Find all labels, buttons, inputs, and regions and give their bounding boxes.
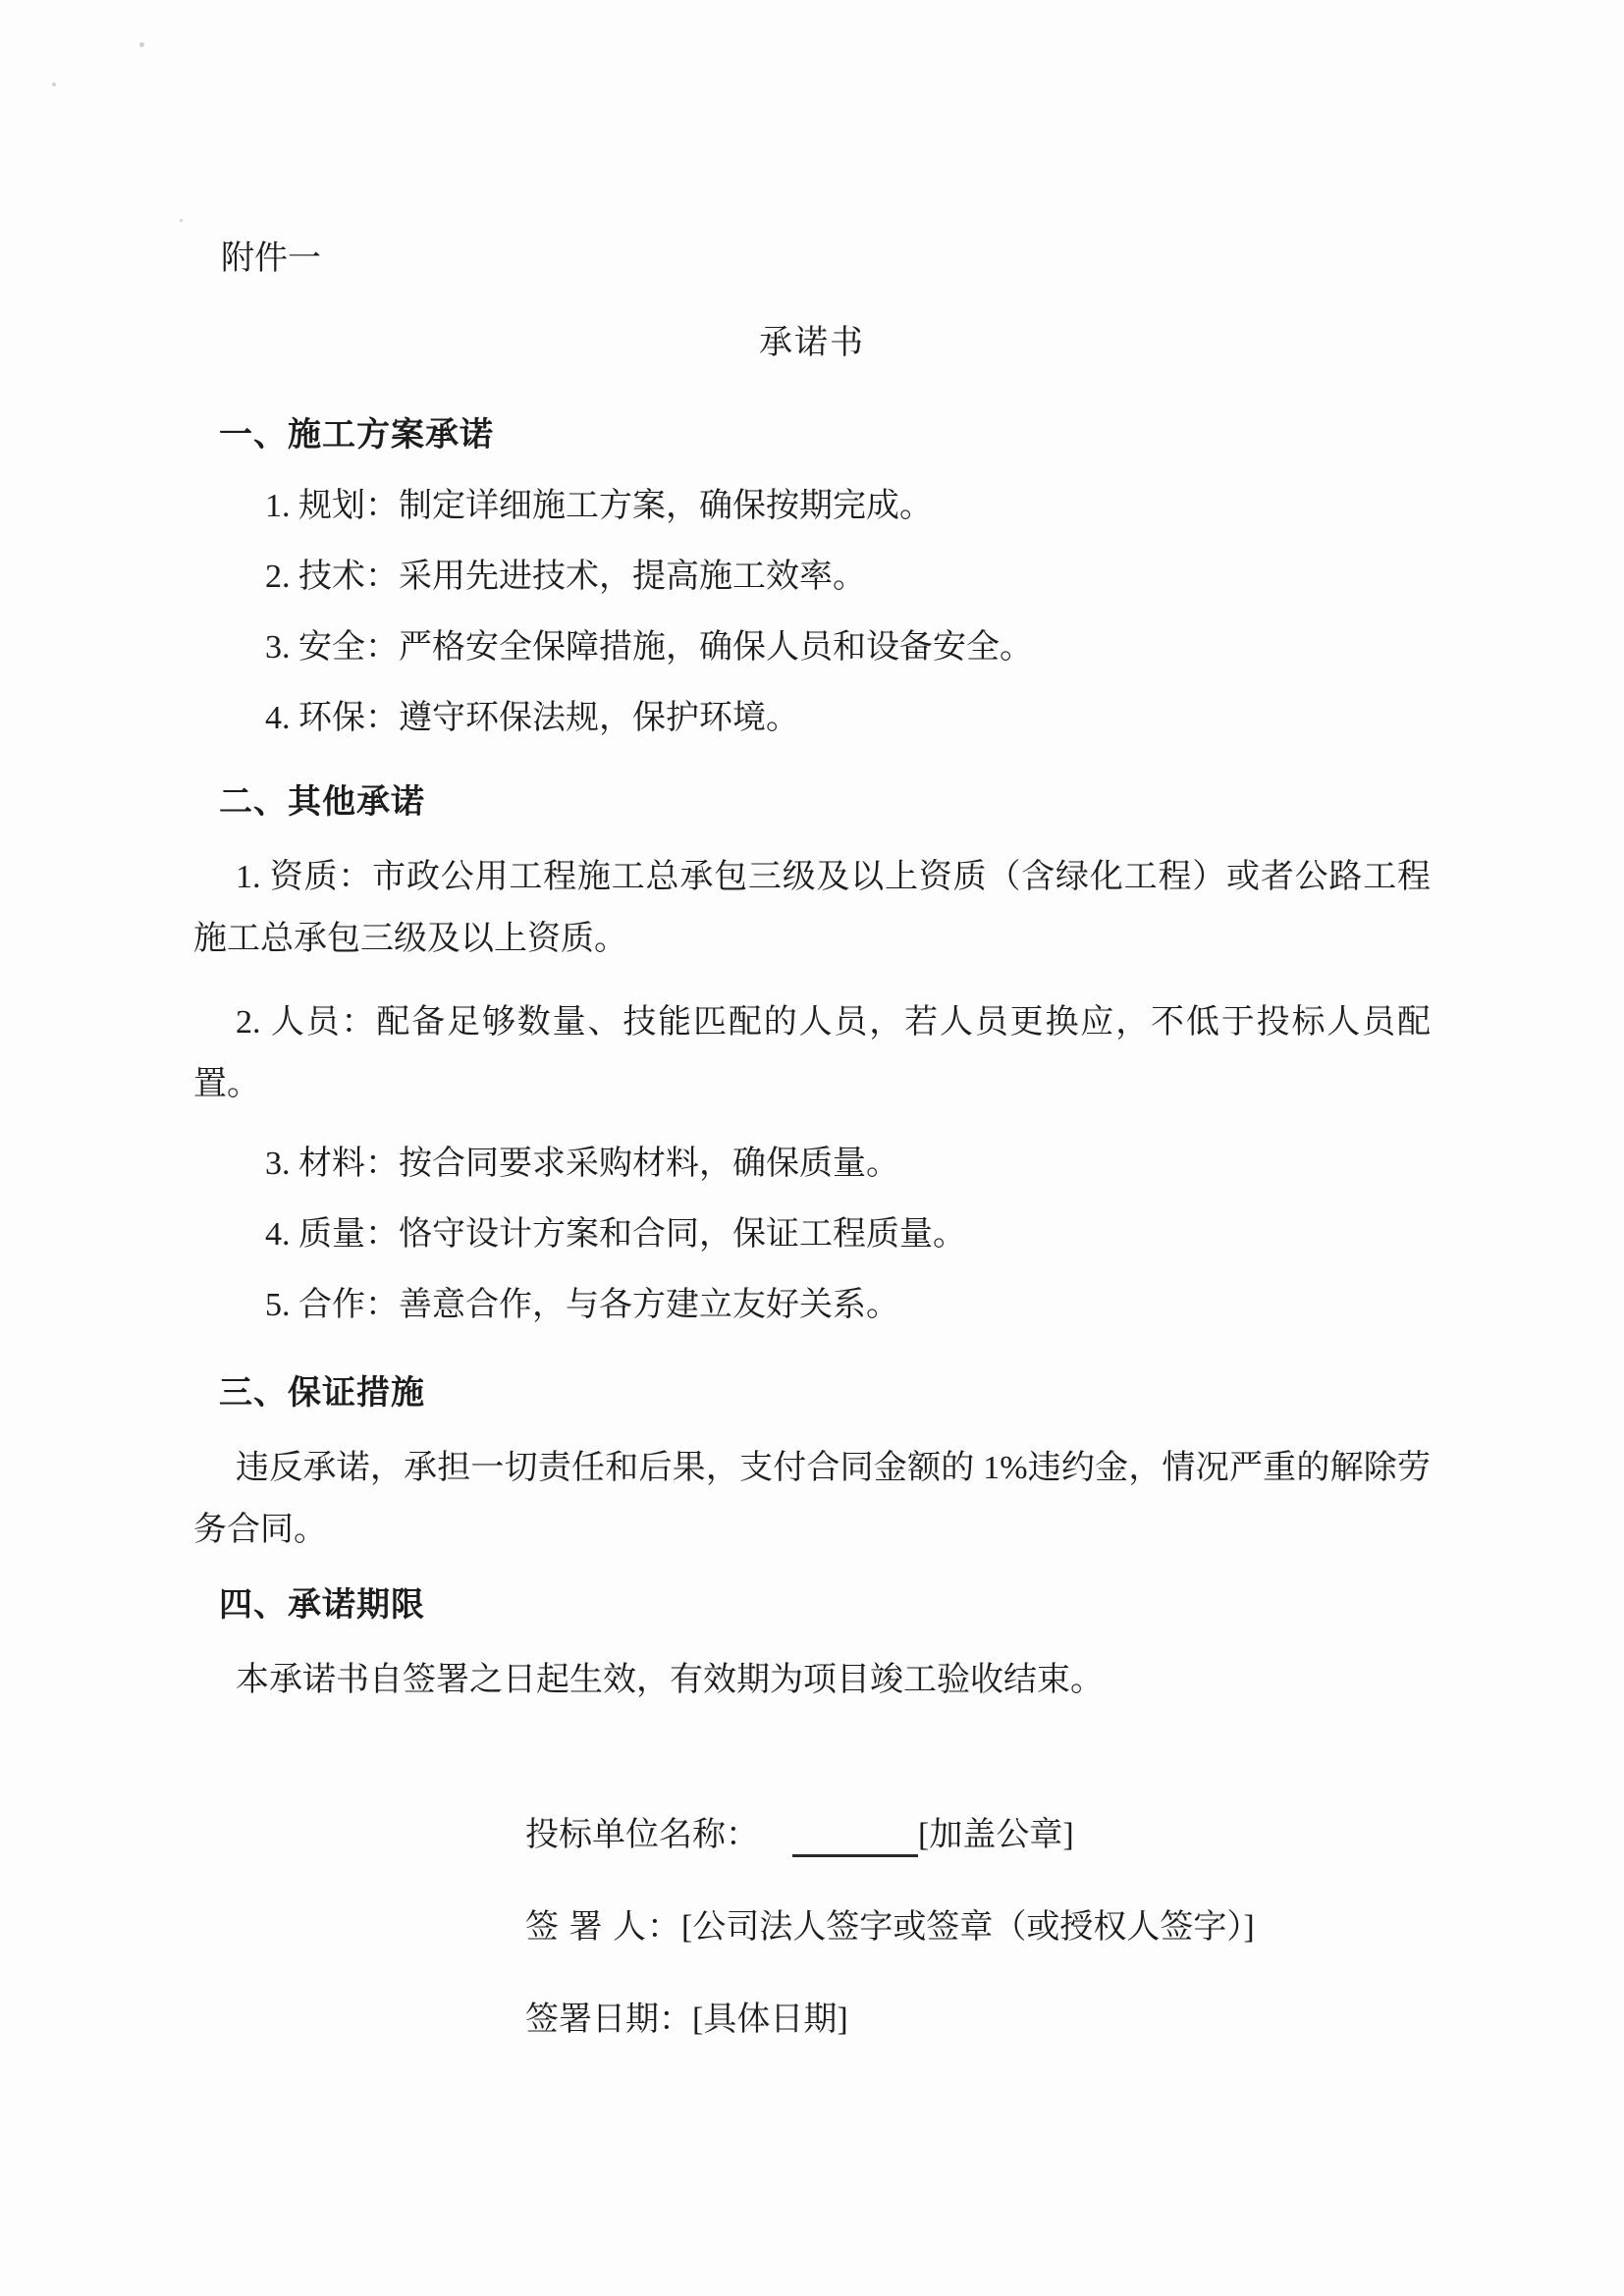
signer-placeholder: [公司法人签字或签章（或授权人签字）] [681,1909,1255,1946]
signer-label: 签 署 人： [525,1909,681,1946]
signature-blank-line [792,1819,918,1857]
list-item-cooperation: 5. 合作：善意合作，与各方建立友好关系。 [265,1287,899,1323]
scan-speck [52,82,56,86]
list-item-materials: 3. 材料：按合同要求采购材料，确保质量。 [265,1146,899,1182]
scan-speck [139,42,144,47]
signature-block [525,1814,1431,2042]
document-title: 承诺书 [759,325,865,361]
signature-org-line [525,1814,1431,1857]
attachment-label: 附件一 [221,240,321,277]
section-heading-commitment-period: 四、承诺期限 [219,1587,425,1624]
list-item-qualification: 1. 资质：市政公用工程施工总承包三级及以上资质（含绿化工程）或者公路工程施工总承包三级及以上资质。 [193,859,1431,957]
list-item-personnel: 2. 人员：配备足够数量、技能匹配的人员，若人员更换应，不低于投标人员配置。 [193,1004,1431,1102]
paragraph-guarantee-measures: 违反承诺，承担一切责任和后果，支付合同金额的 1%违约金，情况严重的解除劳务合同。 [193,1450,1431,1548]
section-heading-construction-plan: 一、施工方案承诺 [219,417,494,454]
document-content [193,0,1431,2075]
paragraph-commitment-period: 本承诺书自签署之日起生效，有效期为项目竣工验收结束。 [236,1662,1104,1698]
signing-date-placeholder: [具体日期] [692,2002,848,2038]
scan-speck [180,219,183,222]
signature-date-line [525,1999,1431,2042]
section-heading-other-commitments: 二、其他承诺 [219,784,425,821]
signing-date-label: 签署日期： [525,2002,692,2038]
list-item-quality: 4. 质量：恪守设计方案和合同，保证工程质量。 [265,1216,966,1253]
company-seal-note: [加盖公章] [918,1817,1074,1853]
bidder-name-label: 投标单位名称： [525,1817,759,1853]
section-heading-guarantee-measures: 三、保证措施 [219,1375,425,1412]
list-item-planning: 1. 规划：制定详细施工方案，确保按期完成。 [265,488,933,524]
list-item-environment: 4. 环保：遵守环保法规，保护环境。 [265,700,799,736]
list-item-safety: 3. 安全：严格安全保障措施，确保人员和设备安全。 [265,629,1033,666]
signature-signer-line [525,1906,1431,1949]
list-item-technology: 2. 技术：采用先进技术，提高施工效率。 [265,559,866,595]
